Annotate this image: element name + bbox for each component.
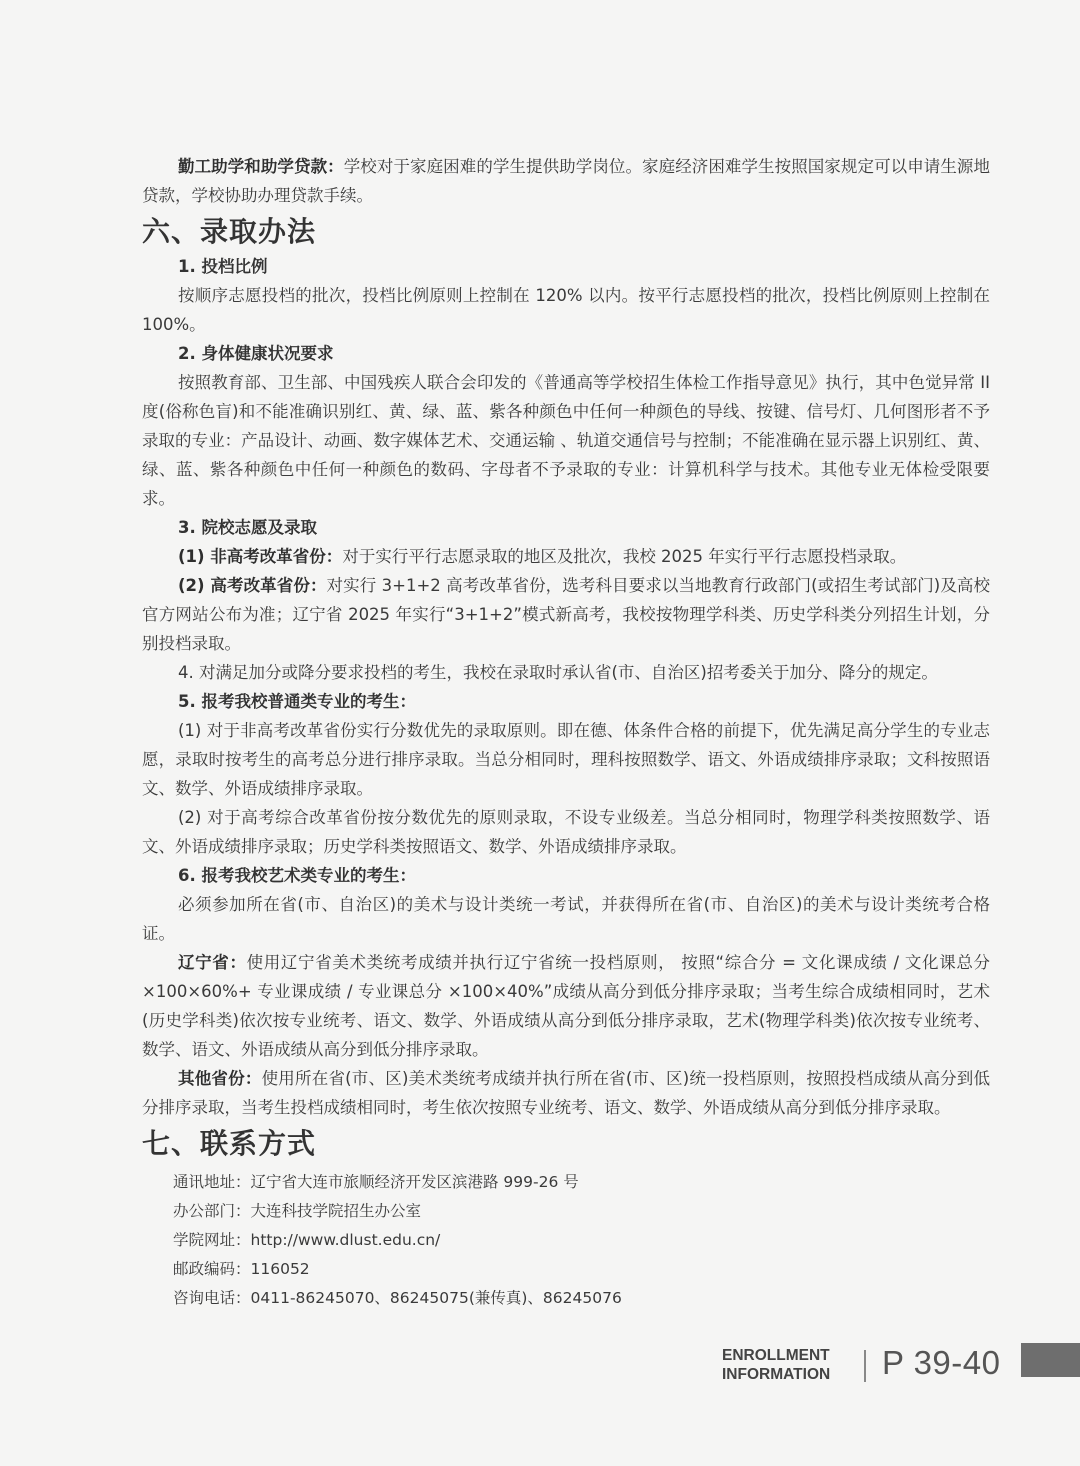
item1-title: 1. 投档比例 [178, 257, 268, 276]
item6-text: 必须参加所在省(市、自治区)的美术与设计类统一考试，并获得所在省(市、自治区)的美术与设计类统考合格证。 [142, 895, 990, 943]
liaoning-text: 使用辽宁省美术类统考成绩并执行辽宁省统一投档原则， 按照“综合分 = 文化课成绩 / 文化课总分 ×100×60%+ 专业课成绩 / 专业课总分 ×100×40%”成绩从高分到低分排序录取；当考生综合成绩相同时，艺术(历史学科类)依次按专业统考、语文、数学、外语成绩从高分到低分排序录取，艺术(物理学科类)依次按专业统考、数学、语文、外语成绩从高分到低分排序录取。 [142, 953, 990, 1059]
item3-title: 3. 院校志愿及录取 [178, 518, 317, 537]
other-provinces-term: 其他省份： [178, 1069, 262, 1088]
item2-title: 2. 身体健康状况要求 [178, 344, 334, 363]
page-number: P 39-40 [882, 1344, 1001, 1381]
other-provinces-paragraph [142, 1064, 990, 1122]
item3-2-text: 对实行 3+1+2 高考改革省份，选考科目要求以当地教育行政部门(或招生考试部门)及高校官方网站公布为准；辽宁省 2025 年实行“3+1+2”模式新高考，我校按物理学科类、历史学科类分列招生计划，分别投档录取。 [142, 576, 991, 653]
intro-paragraph [142, 152, 990, 210]
item4-text: 4. 对满足加分或降分要求投档的考生，我校在录取时承认省(市、自治区)招考委关于加分、降分的规定。 [178, 663, 938, 682]
item2-text: 按照教育部、卫生部、中国残疾人联合会印发的《普通高等学校招生体检工作指导意见》执行，其中色觉异常 II 度(俗称色盲)和不能准确识别红、黄、绿、蓝、紫各种颜色中任何一种颜色的导线、按键、信号灯、几何图形者不予录取的专业：产品设计、动画、数字媒体艺术、交通运输 、轨道交通信号与控制；不能准确在显示器上识别红、黄、绿、蓝、紫各种颜色中任何一种颜色的数码、字母者不予录取的专业：计算机科学与技术。其他专业无体检受限要求。 [142, 373, 990, 508]
contact-list [142, 1168, 990, 1313]
main-content [142, 152, 990, 1313]
intro-text: 学校对于家庭困难的学生提供助学岗位。家庭经济困难学生按照国家规定可以申请生源地贷款，学校协助办理贷款手续。 [142, 157, 991, 205]
liaoning-term: 辽宁省： [178, 953, 247, 972]
contact-postcode: 邮政编码：116052 [173, 1260, 310, 1278]
contact-website[interactable]: 学院网址：http://www.dlust.edu.cn/ [173, 1231, 441, 1249]
section7-heading: 七、联系方式 [142, 1127, 317, 1160]
contact-address: 通讯地址：辽宁省大连市旅顺经济开发区滨港路 999-26 号 [173, 1173, 579, 1191]
item3-1-text: 对于实行平行志愿录取的地区及批次，我校 2025 年实行平行志愿投档录取。 [342, 547, 907, 566]
footer-divider [864, 1350, 866, 1382]
footer-line2: INFORMATION [722, 1366, 831, 1383]
item3-1-paragraph [142, 542, 990, 571]
item3-1-term: (1) 非高考改革省份： [178, 547, 343, 566]
contact-office: 办公部门：大连科技学院招生办公室 [173, 1202, 422, 1220]
item1-text: 按顺序志愿投档的批次，投档比例原则上控制在 120% 以内。按平行志愿投档的批次，投档比例原则上控制在 100%。 [142, 286, 990, 334]
item3-2-term: (2) 高考改革省份： [178, 576, 327, 595]
footer-enrollment-label [722, 1346, 830, 1384]
contact-phone: 咨询电话：0411-86245070、86245075(兼传真)、86245076 [173, 1289, 622, 1307]
item6-title: 6. 报考我校艺术类专业的考生： [178, 866, 416, 885]
intro-term: 勤工助学和助学贷款： [178, 157, 344, 176]
item3-2-paragraph [142, 571, 990, 658]
item5-2-text: (2) 对于高考综合改革省份按分数优先的原则录取，不设专业级差。当总分相同时，物理学科类按照数学、语文、外语成绩排序录取；历史学科类按照语文、数学、外语成绩排序录取。 [142, 808, 990, 856]
liaoning-paragraph [142, 948, 990, 1064]
other-provinces-text: 使用所在省(市、区)美术类统考成绩并执行所在省(市、区)统一投档原则，按照投档成绩从高分到低分排序录取，当考生投档成绩相同时，考生依次按照专业统考、语文、数学、外语成绩从高分到低分排序录取。 [142, 1069, 991, 1117]
section6-heading: 六、录取办法 [142, 215, 317, 248]
item5-1-text: (1) 对于非高考改革省份实行分数优先的录取原则。即在德、体条件合格的前提下，优先满足高分学生的专业志愿，录取时按考生的高考总分进行排序录取。当总分相同时，理科按照数学、语文、外语成绩排序录取；文科按照语文、数学、外语成绩排序录取。 [142, 721, 990, 798]
item5-title: 5. 报考我校普通类专业的考生： [178, 692, 416, 711]
footer-accent-bar [1021, 1343, 1080, 1377]
footer-line1: ENROLLMENT [722, 1347, 830, 1364]
